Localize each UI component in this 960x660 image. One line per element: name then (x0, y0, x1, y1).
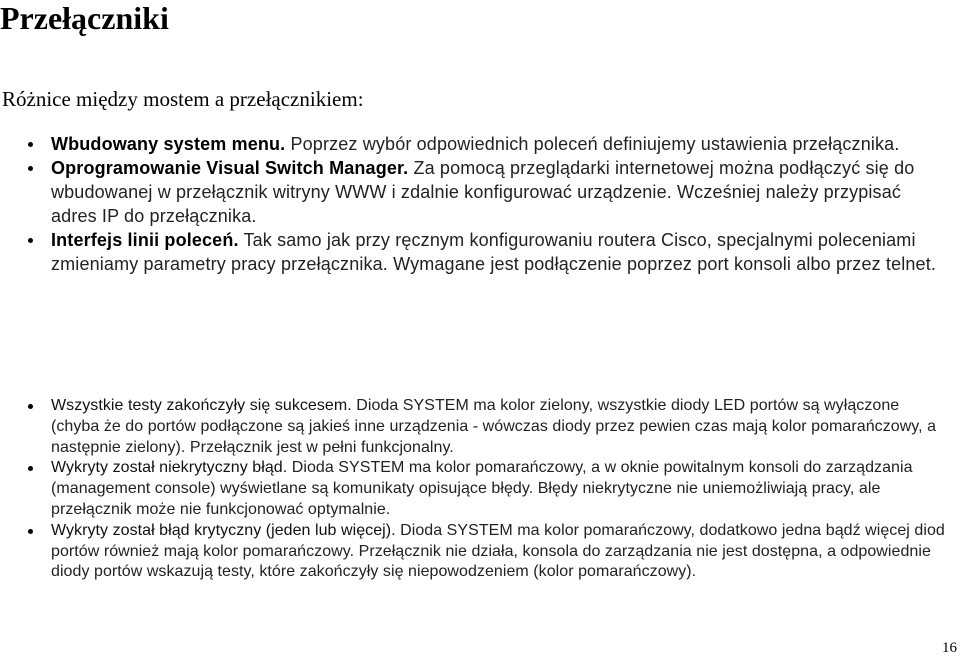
item-lead: Wykryty został błąd krytyczny (jeden lub więcej). (51, 521, 396, 539)
item-lead: Wbudowany system menu. (51, 134, 286, 154)
item-text: Dioda SYSTEM ma kolor pomarańczowy, a w oknie powitalnym konsoli do zarządzania (management console) wyświetlane są komunikaty opisujące błędy. Błędy niekrytyczne nie uniemożliwiają pracy, ale przełącznik może nie funkcjonować optymalnie. (51, 459, 913, 518)
test-results-list (0, 396, 950, 583)
list-item (0, 458, 950, 520)
item-text: Dioda SYSTEM ma kolor zielony, wszystkie diody LED portów są wyłączone (chyba że do portów podłączone są jakieś inne urządzenia - wówczas diody przez pewien czas mają kolor pomarańczowy, a następnie zielony). Przełącznik jest w pełni funkcjonalny. (51, 397, 937, 456)
item-lead: Interfejs linii poleceń. (51, 230, 239, 250)
features-list (0, 132, 950, 276)
list-item (0, 228, 950, 276)
list-item (0, 521, 950, 583)
item-lead: Oprogramowanie Visual Switch Manager. (51, 158, 409, 178)
item-text: Poprzez wybór odpowiednich poleceń definiujemy ustawienia przełącznika. (285, 134, 900, 154)
item-text: Dioda SYSTEM ma kolor pomarańczowy, dodatkowo jedna bądź więcej diod portów również mają kolor pomarańczowy. Przełącznik nie działa, konsola do zarządzania nie jest dostępna, a odpowiednie diody portów wskazują testy, które zakończyły się niepowodzeniem (kolor pomarańczowy). (51, 521, 945, 581)
section-subtitle: Różnice między mostem a przełącznikiem: (2, 87, 364, 111)
item-text: Tak samo jak przy ręcznym konfigurowaniu routera Cisco, specjalnymi poleceniami zmieniamy parametry pracy przełącznika. Wymagane jest podłączenie poprzez port konsoli albo przez telnet. (51, 230, 936, 274)
item-lead: Wykryty został niekrytyczny błąd. (51, 459, 288, 477)
page-title: Przełączniki (0, 0, 169, 36)
item-text: Za pomocą przeglądarki internetowej można podłączyć się do wbudowanej w przełącznik witryny WWW i zdalnie konfigurować urządzenie. Wcześniej należy przypisać adres IP do przełącznika. (51, 158, 915, 226)
list-item (0, 132, 950, 156)
page-number: 16 (942, 640, 957, 656)
list-item (0, 396, 950, 458)
list-item (0, 156, 950, 228)
item-lead: Wszystkie testy zakończyły się sukcesem. (51, 397, 352, 414)
